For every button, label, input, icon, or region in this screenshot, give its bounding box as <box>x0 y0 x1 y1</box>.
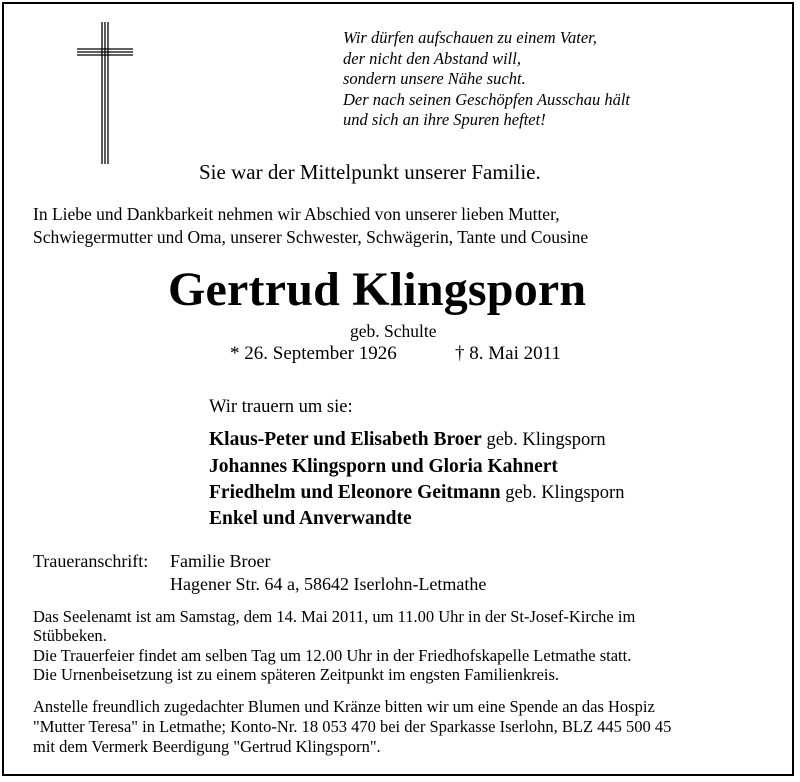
service-line: Die Trauerfeier findet am selben Tag um 12.00 Uhr in der Friedhofskapelle Letmathe statt. <box>33 646 632 665</box>
headline: Sie war der Mittelpunkt unserer Familie. <box>199 160 541 184</box>
mourner-name: Enkel und Anverwandte <box>209 508 412 529</box>
mourner-entry <box>209 508 412 530</box>
mourner-note: geb. Klingsporn <box>505 483 625 503</box>
intro-line: Schwiegermutter und Oma, unserer Schwester, Schwägerin, Tante und Cousine <box>33 227 589 247</box>
poem-line: Der nach seinen Geschöpfen Ausschau hält <box>343 89 631 109</box>
poem <box>343 28 630 131</box>
maiden-name: geb. Schulte <box>350 321 437 341</box>
donation-line: mit dem Vermerk Beerdigung "Gertrud Klingsporn". <box>33 737 381 756</box>
poem-line: Wir dürfen aufschauen zu einem Vater, <box>343 28 597 47</box>
address-label: Traueranschrift: <box>33 551 149 571</box>
death-date: † 8. Mai 2011 <box>455 343 561 364</box>
mourner-name: Friedhelm und Eleonore Geitmann <box>209 482 501 503</box>
service-line: Die Urnenbeisetzung ist zu einem späteren Zeitpunkt im engsten Familienkreis. <box>33 665 560 684</box>
poem-line: der nicht den Abstand will, <box>343 48 521 68</box>
donation-line: Anstelle freundlich zugedachter Blumen und Kränze bitten wir um eine Spende an das Hospiz <box>33 697 655 716</box>
mourner-entry <box>209 429 606 451</box>
donation-line: "Mutter Teresa" in Letmathe; Konto-Nr. 18 053 470 bei der Sparkasse Iserlohn, BLZ 445 500 45 <box>33 717 672 736</box>
mourner-name: Klaus-Peter und Elisabeth Broer <box>209 429 482 450</box>
mourner-note: geb. Klingsporn <box>486 430 606 450</box>
address-line: Hagener Str. 64 a, 58642 Iserlohn-Letmathe <box>170 574 487 594</box>
intro-line: In Liebe und Dankbarkeit nehmen wir Abschied von unserer lieben Mutter, <box>33 204 560 224</box>
deceased-name: Gertrud Klingsporn <box>168 263 587 316</box>
poem-line: sondern unsere Nähe sucht. <box>343 69 526 88</box>
mourners-heading: Wir trauern um sie: <box>209 397 353 417</box>
poem-line: und sich an ihre Spuren heftet! <box>343 110 546 129</box>
service-line: Das Seelenamt ist am Samstag, dem 14. Mai 2011, um 11.00 Uhr in der St-Josef-Kirche im <box>33 607 636 626</box>
mourner-entry <box>209 482 624 504</box>
birth-date: * 26. September 1926 <box>230 343 397 364</box>
cross-icon <box>77 22 133 164</box>
service-line: Stübbeken. <box>33 626 107 645</box>
address-line: Familie Broer <box>170 551 271 571</box>
mourner-entry <box>209 456 558 478</box>
mourner-name: Johannes Klingsporn und Gloria Kahnert <box>209 456 558 477</box>
